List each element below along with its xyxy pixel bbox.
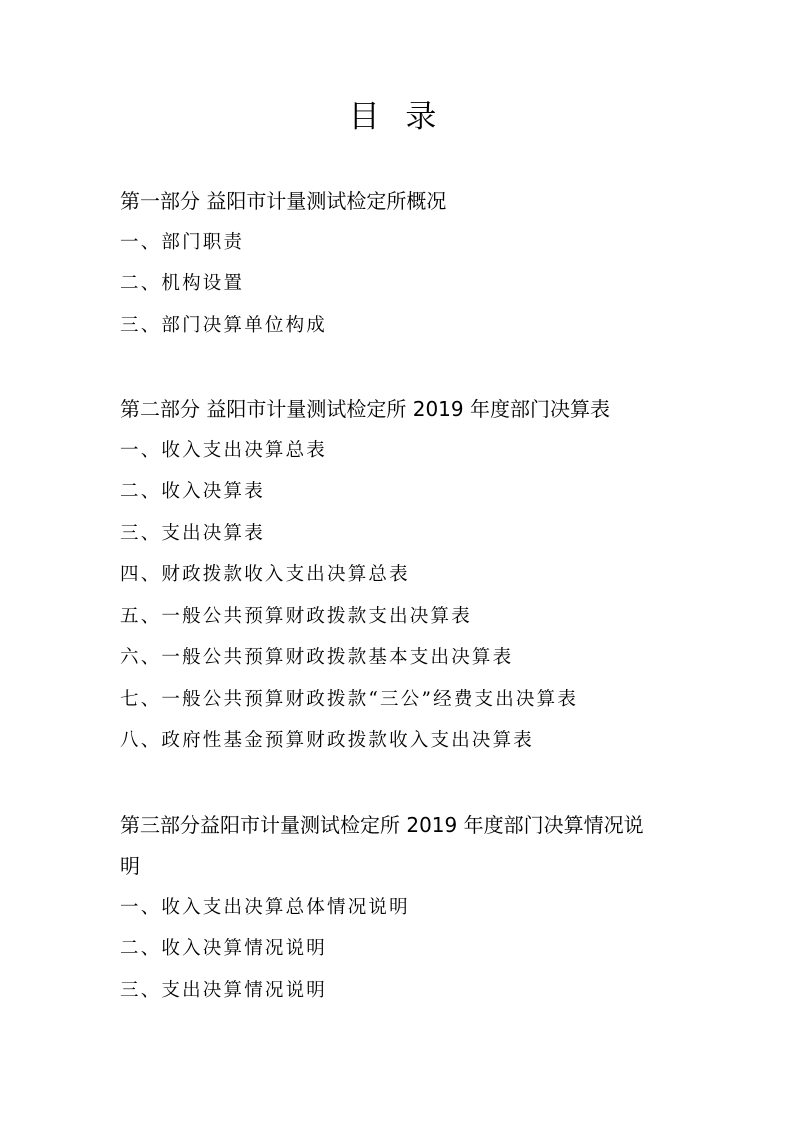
toc-item: 六、一般公共预算财政拨款基本支出决算表 (120, 647, 514, 668)
toc-item: 五、一般公共预算财政拨款支出决算表 (120, 606, 472, 627)
toc-item: 七、一般公共预算财政拨款“三公”经费支出决算表 (120, 689, 579, 710)
toc-item: 二、机构设置 (120, 273, 245, 294)
toc-item: 二、收入决算情况说明 (120, 938, 328, 959)
toc-item: 三、支出决算表 (120, 523, 265, 544)
toc-item: 四、财政拨款收入支出决算总表 (120, 564, 410, 585)
section-heading-part-2: 第二部分 益阳市计量测试检定所 2019 年度部门决算表 (120, 397, 610, 421)
section-heading-part-3-continued: 明 (120, 854, 140, 878)
toc-item: 三、支出决算情况说明 (120, 980, 328, 1001)
toc-item: 二、收入决算表 (120, 481, 265, 502)
toc-item: 三、部门决算单位构成 (120, 315, 328, 336)
toc-item: 一、部门职责 (120, 232, 245, 253)
toc-item: 一、收入支出决算总表 (120, 440, 328, 461)
toc-item: 一、收入支出决算总体情况说明 (120, 897, 410, 918)
section-heading-part-3: 第三部分益阳市计量测试检定所 2019 年度部门决算情况说 (120, 813, 644, 837)
section-heading-part-1: 第一部分 益阳市计量测试检定所概况 (120, 189, 447, 213)
toc-item: 八、政府性基金预算财政拨款收入支出决算表 (120, 730, 535, 751)
page-title: 目 录 (348, 99, 445, 135)
